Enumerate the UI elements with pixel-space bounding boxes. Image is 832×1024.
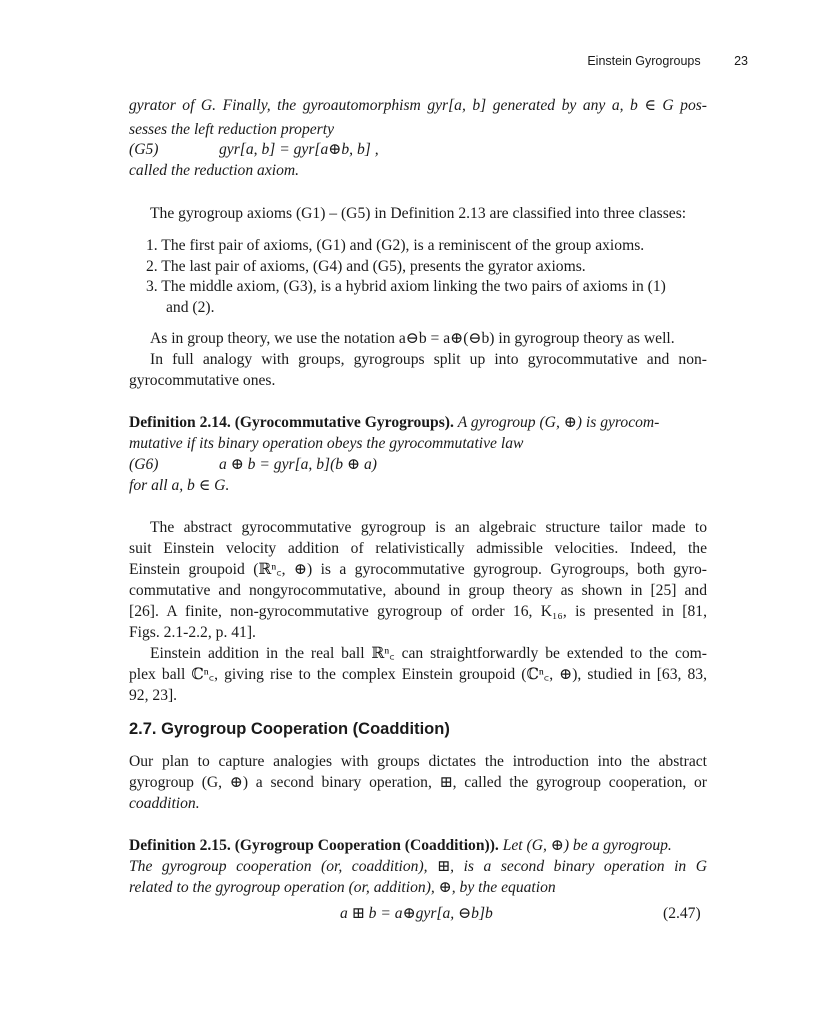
def214-line-2: mutative if its binary operation obeys the gyrocommutative law <box>129 435 524 452</box>
axiom-g6-formula: a ⊕ b = gyr[a, b](b ⊕ a) <box>219 456 377 473</box>
para1-line-3: gyrocommutative ones. <box>129 372 276 389</box>
para4-line-2: gyrogroup (G, ⊕) a second binary operation, ⊞, called the gyrogroup cooperation, or <box>129 774 707 791</box>
equation-2-47: a ⊞ b = a⊕gyr[a, ⊖b]b <box>340 905 493 922</box>
axiom-g6 <box>129 455 377 475</box>
page-number: 23 <box>734 54 748 68</box>
para1-line-1: As in group theory, we use the notation a⊖b = a⊕(⊖b) in gyrogroup theory as well. <box>150 330 675 347</box>
para3-line-2: plex ball ℂⁿ꜀, giving rise to the complex Einstein groupoid (ℂⁿ꜀, ⊕), studied in [63, 83, <box>129 666 707 683</box>
para3-line-1: Einstein addition in the real ball ℝⁿ꜀ can straightforwardly be extended to the com- <box>150 645 707 662</box>
para3-line-3: 92, 23]. <box>129 687 178 704</box>
para2-line-5: [26]. A finite, non-gyrocommutative gyrogroup of order 16, K₁₆, is presented in [81, <box>129 603 707 620</box>
axiom-g5-formula: gyr[a, b] = gyr[a⊕b, b] , <box>219 141 379 158</box>
axiom-g5-label: (G5) <box>129 141 159 158</box>
def213-line-4: called the reduction axiom. <box>129 162 300 179</box>
list-item-3-cont: and (2). <box>166 299 215 316</box>
axiom-g5 <box>129 140 379 160</box>
equation-number: (2.47) <box>663 905 701 922</box>
section-heading: 2.7. Gyrogroup Cooperation (Coaddition) <box>129 720 450 738</box>
para1-line-2: In full analogy with groups, gyrogroups split up into gyrocommutative and non- <box>150 351 707 368</box>
def214-title: Definition 2.14. (Gyrocommutative Gyrogroups). <box>129 414 454 431</box>
def215-line-2: The gyrogroup cooperation (or, coaddition), ⊞, is a second binary operation in G <box>129 858 707 875</box>
running-title: Einstein Gyrogroups <box>587 54 701 68</box>
def214-line-4: for all a, b ∈ G. <box>129 477 230 494</box>
list-item-2: 2. The last pair of axioms, (G4) and (G5), presents the gyrator axioms. <box>146 258 586 275</box>
para2-line-6: Figs. 2.1-2.2, p. 41]. <box>129 624 256 641</box>
para2-line-3: Einstein groupoid (ℝⁿ꜀, ⊕) is a gyrocommutative gyrogroup. Gyrogroups, both gyro- <box>129 561 707 578</box>
def215-line-1 <box>129 836 672 856</box>
list-item-1: 1. The first pair of axioms, (G1) and (G2), is a reminiscent of the group axioms. <box>146 237 645 254</box>
running-header <box>587 54 748 68</box>
def215-line-1-rest: Let (G, ⊕) be a gyrogroup. <box>502 837 672 854</box>
def213-line-1: gyrator of G. Finally, the gyroautomorphism gyr[a, b] generated by any a, b ∈ G pos- <box>129 97 707 114</box>
para4-line-3: coaddition. <box>129 795 200 812</box>
para4-line-1: Our plan to capture analogies with groups dictates the introduction into the abstract <box>129 753 707 770</box>
def213-line-2: sesses the left reduction property <box>129 121 334 138</box>
para2-line-1: The abstract gyrocommutative gyrogroup is an algebraic structure tailor made to <box>150 519 707 536</box>
list-item-3: 3. The middle axiom, (G3), is a hybrid axiom linking the two pairs of axioms in (1) <box>146 278 666 295</box>
def214-line-1 <box>129 413 659 433</box>
axiom-g6-label: (G6) <box>129 456 159 473</box>
para2-line-4: commutative and nongyrocommutative, abound in group theory as shown in [25] and <box>129 582 707 599</box>
def215-line-3: related to the gyrogroup operation (or, addition), ⊕, by the equation <box>129 879 556 896</box>
para2-line-2: suit Einstein velocity addition of relativistically admissible velocities. Indeed, the <box>129 540 707 557</box>
def215-title: Definition 2.15. (Gyrogroup Cooperation (Coaddition)). <box>129 837 499 854</box>
axiom-classes-intro: The gyrogroup axioms (G1) – (G5) in Definition 2.13 are classified into three classes: <box>150 205 687 222</box>
def214-line-1-rest: A gyrogroup (G, ⊕) is gyrocom- <box>457 414 660 431</box>
